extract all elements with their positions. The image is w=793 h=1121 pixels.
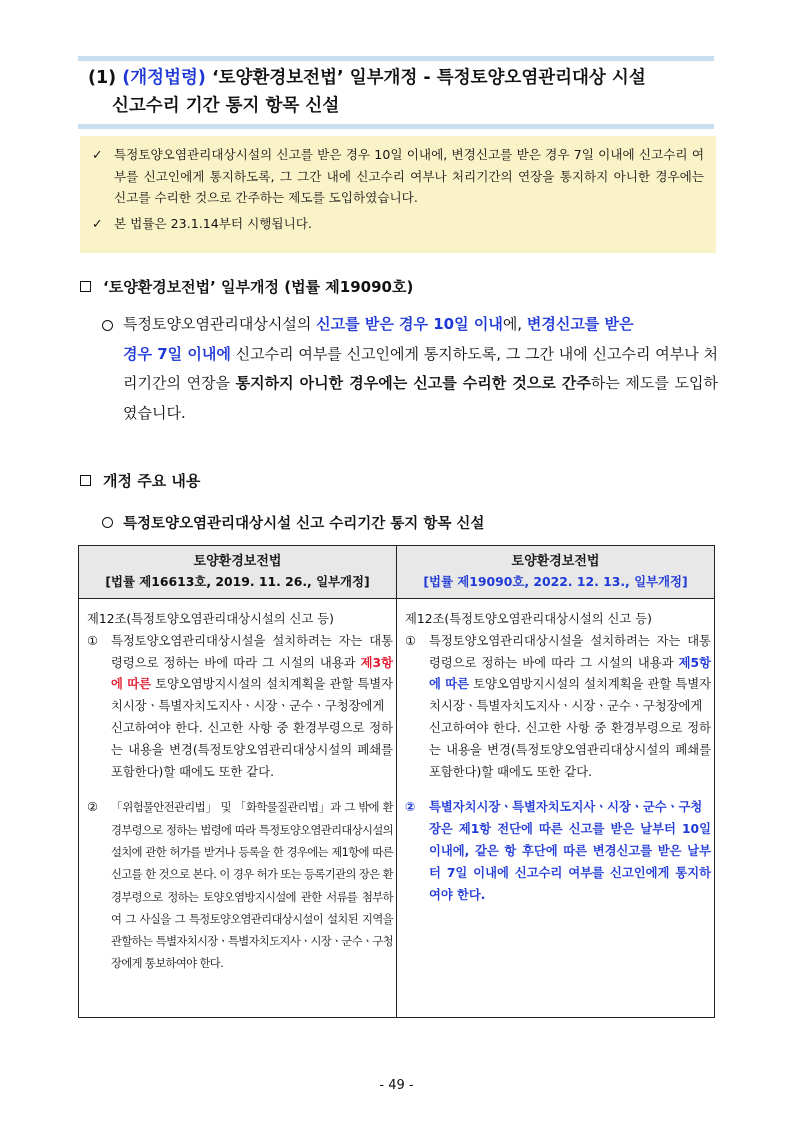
article-title: 제12조(특정토양오염관리대상시설의 신고 등) <box>87 612 334 626</box>
summary-item <box>92 213 704 235</box>
section-heading-main <box>80 470 200 491</box>
text-run-emph: 변경신고를 받은 <box>526 315 634 333</box>
check-icon: ✓ <box>92 215 103 231</box>
table-row <box>79 599 715 1018</box>
title-line2: 신고수리 기간 통지 항목 신설 <box>112 96 340 116</box>
paragraph-2 <box>87 797 393 975</box>
page-title <box>88 64 708 120</box>
section-title: ‘토양환경보전법’ 일부개정 (법률 제19090호) <box>103 278 414 296</box>
summary-item <box>92 144 704 209</box>
summary-box <box>80 136 716 253</box>
paragraph-number: ② <box>405 800 416 815</box>
comparison-table <box>78 545 715 1018</box>
table-header-row <box>79 546 715 599</box>
page-number: - 49 - <box>379 1078 414 1093</box>
text-run: 하는 제도를 도입하였습니다. <box>123 374 718 422</box>
section-heading-amendment <box>80 276 413 297</box>
paragraph-number: ① <box>405 633 417 648</box>
paragraph-1 <box>87 631 393 784</box>
section-title: 개정 주요 내용 <box>103 472 201 490</box>
circle-bullet-icon <box>102 517 113 528</box>
text-run: 특정토양오염관리대상시설을 설치하려는 자는 대통령령으로 정하는 바에 따라 그 시설의 내용과 <box>111 633 393 670</box>
text-run-bold: 통지하지 아니한 경우에는 신고를 수리한 것으로 간주 <box>235 374 591 392</box>
text-run: 특정토양오염관리대상시설의 <box>123 315 317 333</box>
paragraph-2 <box>405 797 711 906</box>
table-header-old <box>79 546 397 599</box>
summary-text: 특정토양오염관리대상시설의 신고를 받은 경우 10일 이내에, 변경신고를 받은 경우 7일 이내에 신고수리 여부를 신고인에게 통지하도록, 그 그간 내에 신고수리 여부나 처리기간의 연장을 통지하지 아니한 경우에는 신고를 수리한 것으로 간주하는 제도를 도입하였습니다. <box>114 147 704 205</box>
title-tag: (개정법령) <box>122 68 206 88</box>
header-bottom-rule <box>78 124 714 129</box>
sub-heading-text: 특정토양오염관리대상시설 신고 수리기간 통지 항목 신설 <box>123 516 485 532</box>
header-law-name: 토양환경보전법 <box>193 554 282 569</box>
text-run: 특정토양오염관리대상시설을 설치하려는 자는 대통령령으로 정하는 바에 따라 그 시설의 내용과 <box>429 633 711 670</box>
header-law-revision: [법률 제16613호, 2019. 11. 26., 일부개정] <box>105 574 370 589</box>
square-bullet-icon <box>80 281 91 292</box>
summary-text: 본 법률은 23.1.14부터 시행됩니다. <box>114 215 312 231</box>
square-bullet-icon <box>80 475 91 486</box>
title-number: (1) <box>88 68 117 88</box>
amendment-paragraph <box>102 310 718 428</box>
table-cell-old <box>79 599 397 1018</box>
paragraph-number: ② <box>87 800 99 815</box>
table-cell-new <box>397 599 715 1018</box>
text-run-emph: 신고를 받은 경우 10일 이내 <box>316 315 503 333</box>
title-line1: ‘토양환경보전법’ 일부개정 - 특정토양오염관리대상 시설 <box>212 68 646 88</box>
paragraph-1 <box>405 631 711 784</box>
paragraph-number: ① <box>87 633 99 648</box>
text-run-emph: 제3항에 따른 <box>111 655 393 692</box>
table-header-new <box>397 546 715 599</box>
circle-bullet-icon <box>102 320 113 331</box>
text-run: 토양오염방지시설의 설치계획을 관할 특별자치시장ㆍ특별자치도지사ㆍ시장ㆍ군수ㆍ구청장에게 신고하여야 한다. 신고한 사항 중 환경부령으로 정하는 내용을 변경(특정토양오염관리대상시설의 폐쇄를 포함한다)할 때에도 또한 같다. <box>111 677 393 779</box>
text-run: 에, <box>502 315 527 333</box>
article-title: 제12조(특정토양오염관리대상시설의 신고 등) <box>405 612 652 626</box>
header-law-name: 토양환경보전법 <box>511 554 600 569</box>
header-law-revision: [법률 제19090호, 2022. 12. 13., 일부개정] <box>423 574 688 589</box>
check-icon: ✓ <box>92 147 103 162</box>
text-run: 「위험물안전관리법」 및 「화학물질관리법」과 그 밖에 환경부령으로 정하는 법령에 따라 특정토양오염관리대상시설의 설치에 관한 허가를 받거나 등록을 한 경우에는 제1항에 따른 신고를 한 것으로 본다. 이 경우 허가 또는 등록기관의 장은 환경부령으로 정하는 토양오염방지시설에 관한 서류를 첨부하여 그 사실을 그 특정토양오염관리대상시설이 설치된 지역을 관할하는 특별자치시장ㆍ특별자치도지사ㆍ시장ㆍ군수ㆍ구청장에게 통보하여야 한다. <box>111 801 393 971</box>
text-run-emph: 특별자치시장ㆍ특별자치도지사ㆍ시장ㆍ군수ㆍ구청장은 제1항 전단에 따른 신고를 받은 날부터 10일 이내에, 같은 항 후단에 따른 변경신고를 받은 날부터 7일 이내에 신고수리 여부를 신고인에게 통지하여야 한다. <box>429 800 711 902</box>
header-top-rule <box>78 56 714 61</box>
sub-heading <box>102 512 484 533</box>
text-run-emph: 제5항에 따른 <box>429 655 711 692</box>
text-run-emph: 경우 7일 이내에 <box>123 344 231 363</box>
text-run: 신고수리 여부를 신고인에게 통지하도록, 그 그간 내에 신고수리 여부나 처리기간의 연장을 <box>123 344 718 392</box>
text-run: 토양오염방지시설의 설치계획을 관할 특별자치시장ㆍ특별자치도지사ㆍ시장ㆍ군수ㆍ구청장에게 신고하여야 한다. 신고한 사항 중 환경부령으로 정하는 내용을 변경(특정토양오염관리대상시설의 폐쇄를 포함한다)할 때에도 또한 같다. <box>429 677 711 779</box>
